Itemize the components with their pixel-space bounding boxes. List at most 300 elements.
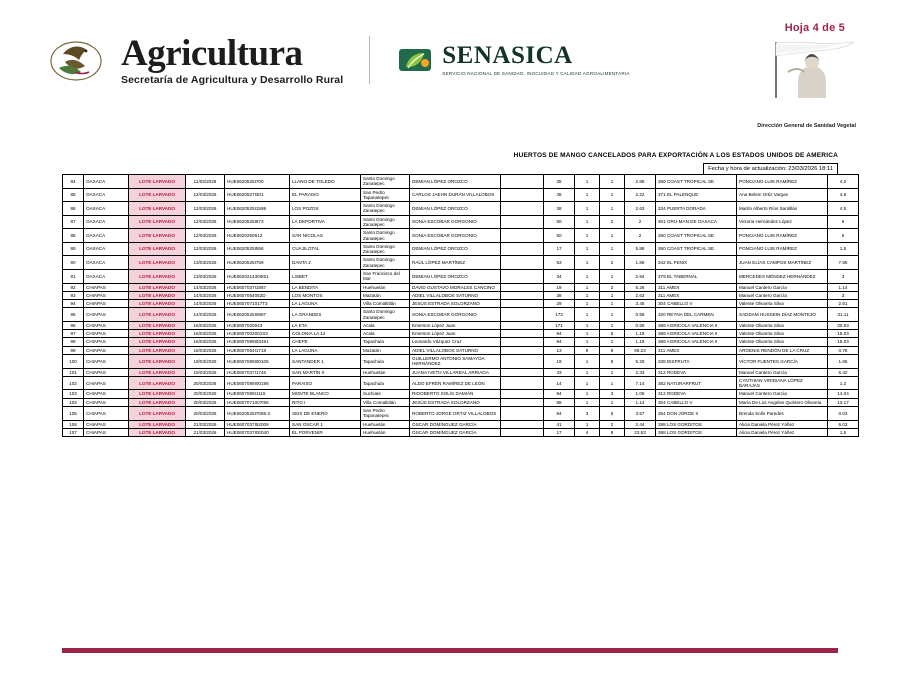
- orchards-table: [62, 174, 859, 437]
- cell-hectareas: 6.03: [828, 420, 859, 428]
- cell-municipio: Santo Domingo Zanatepec: [361, 256, 410, 270]
- cell-nombre-huerto: SAN OSCAR 1: [290, 420, 361, 428]
- cell-responsable: Manuel Cantero García: [737, 283, 828, 291]
- cell-row-index: 93: [63, 291, 84, 299]
- cell-q2: 8: [600, 428, 625, 436]
- cell-q1: 1: [575, 330, 600, 338]
- cell-fecha: 19/03/2026: [186, 355, 225, 369]
- cell-estado: OAXACA: [84, 215, 129, 229]
- cell-clave-huerto: HUE0607037I1887: [225, 283, 290, 291]
- cell-productor: Emerson López Juan: [410, 330, 501, 338]
- cell-fecha: 14/03/2026: [186, 283, 225, 291]
- cell-productor: DEMIAN LÓPEZ OROZCO: [410, 202, 501, 216]
- cell-productor: DAVID GUSTAVO MORALES CANCINO: [410, 283, 501, 291]
- cell-nombre-huerto: PARAISO: [290, 376, 361, 390]
- cell-q3: 0.58: [625, 308, 656, 322]
- cell-hectareas: 1.2: [828, 376, 859, 390]
- cell-productor: RAÚL LÓPEZ MARTÍNEZ: [410, 256, 501, 270]
- cell-estado: OAXACA: [84, 242, 129, 256]
- cell-fecha: 12/03/2026: [186, 215, 225, 229]
- cell-q2: 3: [600, 390, 625, 398]
- cell-q2: 1: [600, 308, 625, 322]
- cell-responsable: Valente Olivarria Silva: [737, 321, 828, 329]
- cell-clave-huerto: HUE0607054052D: [225, 291, 290, 299]
- cell-fecha: 20/03/2026: [186, 398, 225, 406]
- cell-blank: [501, 283, 544, 291]
- cell-motivo: LOTE LARVADO: [129, 390, 186, 398]
- cell-superficie: 173: [544, 308, 575, 322]
- cell-estado: CHIAPAS: [84, 330, 129, 338]
- cell-superficie: 84: [544, 330, 575, 338]
- cell-clave-huerto: HUE0607089I00106: [225, 355, 290, 369]
- cell-responsable: VÍCTOR FUENTES GARCÍA: [737, 355, 828, 369]
- cell-q1: 1: [575, 283, 600, 291]
- cell-estado: CHIAPAS: [84, 308, 129, 322]
- cell-municipio: Santo Domingo Zanatepec: [361, 202, 410, 216]
- table-row: [63, 321, 859, 329]
- cell-fecha: 12/03/2026: [186, 202, 225, 216]
- cell-q1: 1: [575, 215, 600, 229]
- cell-empacadora: 360 COAST TROPICAL SE: [656, 242, 737, 256]
- cell-blank: [501, 269, 544, 283]
- cell-productor: Leonardo Vázquez Cruz: [410, 338, 501, 346]
- cell-motivo: LOTE LARVADO: [129, 300, 186, 308]
- cell-responsable: PONCIANO LUIS RAMÍREZ: [737, 175, 828, 189]
- table-row: [63, 215, 859, 229]
- cell-q2: 2: [600, 420, 625, 428]
- cell-municipio: Huehuetán: [361, 368, 410, 376]
- cell-fecha: 14/03/2026: [186, 300, 225, 308]
- cell-blank: [501, 242, 544, 256]
- cell-empacadora: 389 AGRICOLA VALENCIA II: [656, 321, 737, 329]
- cell-q1: 1: [575, 175, 600, 189]
- agricultura-subtitle: Secretaría de Agricultura y Desarrollo Rural: [121, 73, 344, 86]
- cell-nombre-huerto: LISBET: [290, 269, 361, 283]
- cell-row-index: 107: [63, 428, 84, 436]
- cell-estado: OAXACA: [84, 202, 129, 216]
- cell-nombre-huerto: LA LAGUNA: [290, 300, 361, 308]
- cell-nombre-huerto: EL PORVENIR: [290, 428, 361, 436]
- cell-responsable: Valente Olivarria Silva: [737, 300, 828, 308]
- cell-clave-huerto: HUE0607037I00040: [225, 428, 290, 436]
- cell-row-index: 97: [63, 330, 84, 338]
- cell-empacadora: 304 CABELLO V: [656, 300, 737, 308]
- table-row: [63, 420, 859, 428]
- cell-blank: [501, 338, 544, 346]
- cell-row-index: 94: [63, 300, 84, 308]
- cell-nombre-huerto: COLONIA LA 12: [290, 330, 361, 338]
- cell-clave-huerto: HUE0607037I1746: [225, 368, 290, 376]
- cell-blank: [501, 420, 544, 428]
- cell-empacadora: 312 RODEVA: [656, 390, 737, 398]
- cell-empacadora: 311 AMEX: [656, 346, 737, 354]
- cell-q3: 7.14: [625, 376, 656, 390]
- cell-hectareas: 3: [828, 291, 859, 299]
- cell-municipio: Acala: [361, 330, 410, 338]
- cell-q1: 4: [575, 428, 600, 436]
- cell-clave-huerto: HUE0607037I52009: [225, 420, 290, 428]
- brand-block: [45, 34, 630, 86]
- cell-empacadora: 389 AGRICOLA VALENCIA II: [656, 338, 737, 346]
- cell-blank: [501, 428, 544, 436]
- cell-q3: 1.14: [625, 398, 656, 406]
- cell-q2: 1: [600, 338, 625, 346]
- table-row: [63, 330, 859, 338]
- cell-responsable: Manuel Cantero García: [737, 390, 828, 398]
- cell-motivo: LOTE LARVADO: [129, 376, 186, 390]
- cell-motivo: LOTE LARVADO: [129, 420, 186, 428]
- cell-q2: 1: [600, 398, 625, 406]
- cell-clave-huerto: HUE0620527I301: [225, 188, 290, 202]
- table-row: [63, 376, 859, 390]
- table-row: [63, 229, 859, 243]
- table-row: [63, 242, 859, 256]
- cell-superficie: 13: [544, 346, 575, 354]
- cell-empacadora: 334 PUERTA DORADA: [656, 202, 737, 216]
- cell-row-index: 98: [63, 338, 84, 346]
- cell-superficie: 19: [544, 283, 575, 291]
- cell-nombre-huerto: SANTANDER 1: [290, 355, 361, 369]
- cell-superficie: 45: [544, 188, 575, 202]
- cell-municipio: San Pedro Tapanatepec: [361, 407, 410, 421]
- cell-q3: 1.06: [625, 390, 656, 398]
- cell-q2: 9: [600, 346, 625, 354]
- cell-empacadora: 311 AMEX: [656, 291, 737, 299]
- cell-fecha: 13/03/2026: [186, 269, 225, 283]
- cell-hectareas: 1.5: [828, 428, 859, 436]
- document-title: HUERTOS DE MANGO CANCELADOS PARA EXPORTACIÓN A LOS ESTADOS UNIDOS DE AMERICA: [513, 152, 838, 159]
- cell-blank: [501, 321, 544, 329]
- flag-bearer-illustration: [768, 38, 860, 100]
- cell-row-index: 95: [63, 308, 84, 322]
- cell-productor: JUANA IVETH VILLAREAL ARRIAGA: [410, 368, 501, 376]
- cell-blank: [501, 368, 544, 376]
- cell-nombre-huerto: LA DEPORTIVA: [290, 215, 361, 229]
- cell-empacadora: 354 DON JORGE II: [656, 407, 737, 421]
- cell-fecha: 20/03/2026: [186, 407, 225, 421]
- cell-motivo: LOTE LARVADO: [129, 269, 186, 283]
- cell-row-index: 91: [63, 269, 84, 283]
- cell-q1: 1: [575, 355, 600, 369]
- cell-q3: 1.89: [625, 256, 656, 270]
- cell-productor: ALDO EFRÉN RAMÍREZ DE LEÓN: [410, 376, 501, 390]
- cell-hectareas: 4.5: [828, 202, 859, 216]
- cell-superficie: 50: [544, 215, 575, 229]
- cell-row-index: 84: [63, 175, 84, 189]
- cell-row-index: 96: [63, 321, 84, 329]
- cell-municipio: Acala: [361, 321, 410, 329]
- cell-motivo: LOTE LARVADO: [129, 338, 186, 346]
- cell-clave-huerto: HUE0607071017T3: [225, 300, 290, 308]
- cell-motivo: LOTE LARVADO: [129, 188, 186, 202]
- cell-clave-huerto: HUE0620525I556: [225, 242, 290, 256]
- cell-estado: CHIAPAS: [84, 398, 129, 406]
- cell-municipio: Huehuetán: [361, 283, 410, 291]
- cell-nombre-huerto: EL PARAISO: [290, 188, 361, 202]
- cell-row-index: 100: [63, 355, 84, 369]
- cell-blank: [501, 390, 544, 398]
- cell-q2: 1: [600, 175, 625, 189]
- agricultura-title: Agricultura: [121, 32, 303, 74]
- cell-superficie: 94: [544, 390, 575, 398]
- cell-fecha: 14/03/2026: [186, 308, 225, 322]
- cell-q3: 2.33: [625, 368, 656, 376]
- cell-row-index: 85: [63, 188, 84, 202]
- cell-responsable: María De Los Angeles Quintero Olivarria: [737, 398, 828, 406]
- senasica-title: SENASICA: [442, 42, 573, 70]
- cell-blank: [501, 355, 544, 369]
- table-row: [63, 300, 859, 308]
- cell-superficie: 35: [544, 175, 575, 189]
- page-header: [0, 0, 900, 129]
- cell-row-index: 102: [63, 376, 84, 390]
- cell-fecha: 12/03/2026: [186, 229, 225, 243]
- cell-q3: 5.26: [625, 355, 656, 369]
- cell-municipio: Villa Comaltitlán: [361, 300, 410, 308]
- cell-nombre-huerto: SEIS DE ENERO: [290, 407, 361, 421]
- cell-municipio: Villa Comaltitlán: [361, 398, 410, 406]
- cell-row-index: 105: [63, 407, 84, 421]
- cell-nombre-huerto: MONTE BLANCO: [290, 390, 361, 398]
- cell-q1: 1: [575, 390, 600, 398]
- cell-motivo: LOTE LARVADO: [129, 428, 186, 436]
- cell-row-index: 104: [63, 398, 84, 406]
- cell-motivo: LOTE LARVADO: [129, 398, 186, 406]
- cell-estado: CHIAPAS: [84, 283, 129, 291]
- senasica-logo-icon: [396, 41, 434, 79]
- cell-blank: [501, 188, 544, 202]
- table-row: [63, 390, 859, 398]
- cell-q3: 1.19: [625, 330, 656, 338]
- cell-blank: [501, 175, 544, 189]
- cell-q1: 1: [575, 300, 600, 308]
- cell-municipio: Santo Domingo Zanatepec: [361, 242, 410, 256]
- cell-clave-huerto: HUE0620525I673: [225, 215, 290, 229]
- cell-fecha: 16/03/2026: [186, 321, 225, 329]
- cell-productor: ÓSCAR DOMÍNGUEZ GARCÍA: [410, 428, 501, 436]
- cell-q3: 2.86: [625, 175, 656, 189]
- cell-q2: 5: [600, 330, 625, 338]
- cell-superficie: 171: [544, 321, 575, 329]
- cell-clave-huerto: HUE0620525I700: [225, 175, 290, 189]
- cell-clave-huerto: HUE0620214300I61: [225, 269, 290, 283]
- cell-responsable: MERCEDES MÉNDEZ HERNÁNDEZ: [737, 269, 828, 283]
- cell-municipio: Tapachula: [361, 376, 410, 390]
- cell-blank: [501, 330, 544, 338]
- cell-q2: 2: [600, 283, 625, 291]
- orchards-table-body: [63, 175, 859, 437]
- cell-q1: 1: [575, 269, 600, 283]
- cell-responsable: Valente Olivarria Silva: [737, 338, 828, 346]
- cell-hectareas: 4.8: [828, 188, 859, 202]
- cell-municipio: Santo Domingo Zanatepec: [361, 308, 410, 322]
- cell-empacadora: 320 REYNA DEL CARMEN: [656, 308, 737, 322]
- cell-q1: 1: [575, 242, 600, 256]
- mexican-eagle-logo-icon: [45, 34, 107, 86]
- cell-hectareas: 3: [828, 269, 859, 283]
- cell-hectareas: 6: [828, 229, 859, 243]
- cell-motivo: LOTE LARVADO: [129, 330, 186, 338]
- last-update-meta: Fecha y hora de actualización: 23/03/2026 18:11: [703, 163, 838, 175]
- cell-superficie: 19: [544, 355, 575, 369]
- cell-responsable: Brenda Solís Paredes: [737, 407, 828, 421]
- cell-q1: 1: [575, 368, 600, 376]
- cell-estado: CHIAPAS: [84, 428, 129, 436]
- cell-clave-huerto: HUE0607054I1718: [225, 346, 290, 354]
- cell-estado: OAXACA: [84, 188, 129, 202]
- cell-hectareas: 0.78: [828, 346, 859, 354]
- cell-motivo: LOTE LARVADO: [129, 175, 186, 189]
- cell-responsable: Valente Olivarria Silva: [737, 330, 828, 338]
- cell-blank: [501, 291, 544, 299]
- cell-row-index: 89: [63, 242, 84, 256]
- cell-empacadora: 338 DISFRUTA: [656, 355, 737, 369]
- cell-hectareas: 1.5: [828, 242, 859, 256]
- cell-blank: [501, 229, 544, 243]
- cell-hectareas: 0.03: [828, 407, 859, 421]
- cell-superficie: 43: [544, 368, 575, 376]
- cell-hectareas: 13.17: [828, 398, 859, 406]
- cell-fecha: 18/03/2026: [186, 346, 225, 354]
- cell-clave-huerto: HUE0620525I0887: [225, 308, 290, 322]
- cell-responsable: SADDAM HUSSEIN DÍAZ MONTEJO: [737, 308, 828, 322]
- cell-superficie: 84: [544, 407, 575, 421]
- cell-productor: JESÚS ESTRADA SOLORZANO: [410, 398, 501, 406]
- cell-superficie: 38: [544, 202, 575, 216]
- cell-hectareas: 2.61: [828, 300, 859, 308]
- cell-responsable: Alicia Daniela Pérez Yáñez: [737, 428, 828, 436]
- table-row: [63, 355, 859, 369]
- cell-q1: 1: [575, 229, 600, 243]
- table-row: [63, 256, 859, 270]
- cell-productor: ADIEL VILLALOBOS SATURNO: [410, 291, 501, 299]
- cell-estado: CHIAPAS: [84, 390, 129, 398]
- cell-q3: 1.19: [625, 338, 656, 346]
- cell-row-index: 87: [63, 215, 84, 229]
- brand-divider: [369, 36, 370, 84]
- cell-q2: 1: [600, 300, 625, 308]
- cell-productor: SONIA ESCOBAR GORGONIO: [410, 215, 501, 229]
- cell-row-index: 92: [63, 283, 84, 291]
- cell-responsable: Martín Alberto Ríos Santillán: [737, 202, 828, 216]
- cell-clave-huerto: HUE0607002001S3: [225, 330, 290, 338]
- cell-hectareas: 15.03: [828, 330, 859, 338]
- cell-empacadora: 360 COAST TROPICAL SE: [656, 175, 737, 189]
- cell-motivo: LOTE LARVADO: [129, 291, 186, 299]
- cell-empacadora: 379 EL TABERNAL: [656, 269, 737, 283]
- cell-clave-huerto: HUE0607089I03491: [225, 338, 290, 346]
- cell-responsable: JUAN ELÍAS CAMPOS MARTÍNEZ: [737, 256, 828, 270]
- cell-blank: [501, 256, 544, 270]
- cell-empacadora: 371 EL PALENQUE: [656, 188, 737, 202]
- cell-fecha: 20/03/2026: [186, 376, 225, 390]
- cell-estado: CHIAPAS: [84, 338, 129, 346]
- cell-empacadora: 311 AMEX: [656, 283, 737, 291]
- cell-clave-huerto: HUE0620525I1599: [225, 202, 290, 216]
- orchards-table-wrapper: [62, 174, 849, 437]
- cell-empacadora: 388 LOS GORDITOS: [656, 428, 737, 436]
- agricultura-wordmark: [121, 32, 344, 86]
- cell-municipio: Huehuetán: [361, 428, 410, 436]
- cell-q3: 69.23: [625, 346, 656, 354]
- cell-nombre-huerto: CUAJILOTAL: [290, 242, 361, 256]
- cell-fecha: 16/03/2026: [186, 338, 225, 346]
- cell-clave-huerto: HUE0607071007I96: [225, 398, 290, 406]
- cell-motivo: LOTE LARVADO: [129, 256, 186, 270]
- cell-q1: 1: [575, 308, 600, 322]
- cell-municipio: San Francisco del Mar: [361, 269, 410, 283]
- table-row: [63, 368, 859, 376]
- cell-q1: 1: [575, 398, 600, 406]
- cell-row-index: 99: [63, 346, 84, 354]
- cell-hectareas: 15.03: [828, 338, 859, 346]
- cell-q3: 2.94: [625, 269, 656, 283]
- cell-q2: 1: [600, 269, 625, 283]
- cell-hectareas: 4.2: [828, 175, 859, 189]
- table-row: [63, 188, 859, 202]
- cell-clave-huerto: HUE0620250612: [225, 229, 290, 243]
- cell-responsable: ARGENIS RENDÓN DE LA CRUZ: [737, 346, 828, 354]
- cell-estado: CHIAPAS: [84, 368, 129, 376]
- cell-nombre-huerto: LA LAGUNA: [290, 346, 361, 354]
- cell-clave-huerto: HUE0620525I759: [225, 256, 290, 270]
- cell-q2: 5: [600, 407, 625, 421]
- cell-hectareas: 31.11: [828, 308, 859, 322]
- cell-q3: 2.63: [625, 202, 656, 216]
- cell-municipio: Mazatán: [361, 291, 410, 299]
- cell-estado: CHIAPAS: [84, 291, 129, 299]
- cell-hectareas: 6: [828, 215, 859, 229]
- cell-municipio: Santo Domingo Zanatepec: [361, 229, 410, 243]
- cell-responsable: PONCIANO LUIS RAMÍREZ: [737, 229, 828, 243]
- cell-responsable: Manuel Cantero García: [737, 368, 828, 376]
- table-row: [63, 291, 859, 299]
- cell-empacadora: 388 LOS GORDITOS: [656, 420, 737, 428]
- cell-q2: 1: [600, 229, 625, 243]
- cell-responsable: Alicia Daniela Pérez Yáñez: [737, 420, 828, 428]
- cell-municipio: San Pedro Tapanatepec: [361, 188, 410, 202]
- cell-productor: ÓSCAR DOMÍNGUEZ GARCÍA: [410, 420, 501, 428]
- page-number-label: Hoja 4 de 5: [784, 22, 845, 34]
- cell-empacadora: 301 GRU-MAN DE OAXACA: [656, 215, 737, 229]
- cell-estado: CHIAPAS: [84, 321, 129, 329]
- cell-superficie: 17: [544, 428, 575, 436]
- cell-q3: 2: [625, 229, 656, 243]
- cell-row-index: 106: [63, 420, 84, 428]
- cell-q3: 3.57: [625, 407, 656, 421]
- cell-q2: 1: [600, 242, 625, 256]
- cell-empacadora: 312 RODEVA: [656, 368, 737, 376]
- footer-accent-bar: [62, 648, 838, 653]
- cell-motivo: LOTE LARVADO: [129, 202, 186, 216]
- table-row: [63, 338, 859, 346]
- cell-row-index: 101: [63, 368, 84, 376]
- cell-motivo: LOTE LARVADO: [129, 242, 186, 256]
- cell-nombre-huerto: RITO I: [290, 398, 361, 406]
- cell-row-index: 88: [63, 229, 84, 243]
- table-row: [63, 202, 859, 216]
- cell-superficie: 50: [544, 229, 575, 243]
- cell-q1: 1: [575, 202, 600, 216]
- cell-superficie: 38: [544, 291, 575, 299]
- cell-nombre-huerto: SAN MARTÍN II: [290, 368, 361, 376]
- cell-nombre-huerto: LOS MONTOS: [290, 291, 361, 299]
- cell-motivo: LOTE LARVADO: [129, 308, 186, 322]
- cell-q2: 1: [600, 202, 625, 216]
- cell-row-index: 103: [63, 390, 84, 398]
- cell-blank: [501, 398, 544, 406]
- cell-empacadora: 304 CABELLO V: [656, 398, 737, 406]
